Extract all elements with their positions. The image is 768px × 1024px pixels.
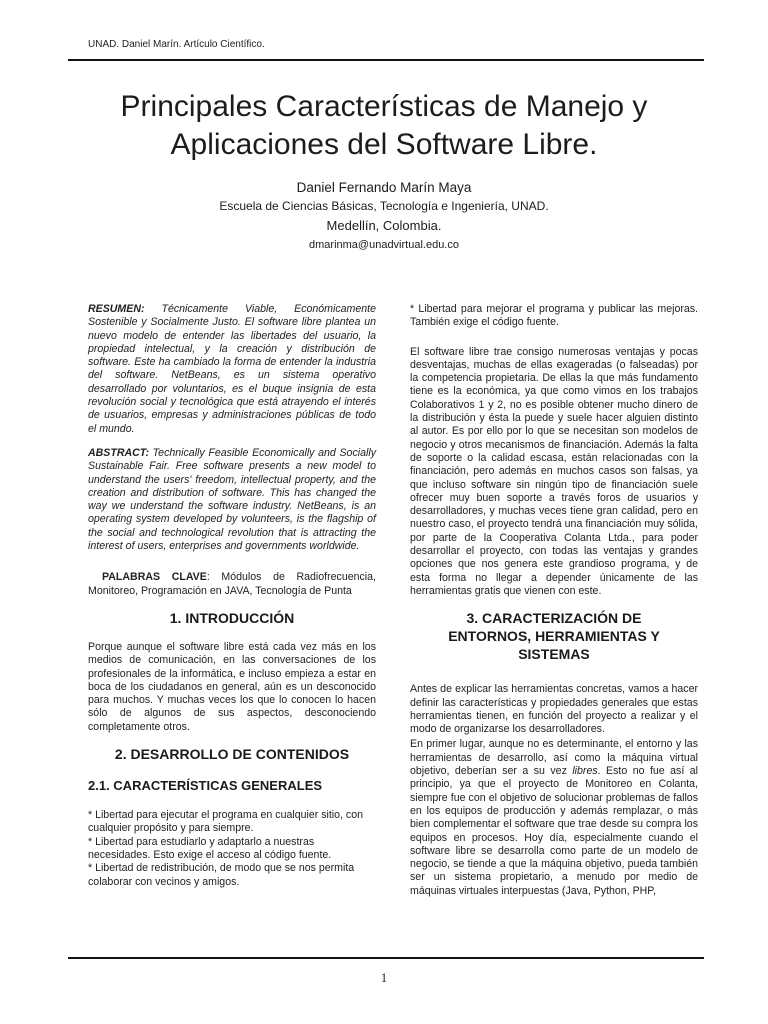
right-column bbox=[410, 303, 698, 909]
paper-title bbox=[60, 88, 708, 164]
section-3-heading bbox=[410, 609, 698, 663]
advantages-paragraph: El software libre trae consigo numerosas ventajas y pocas desventajas, muchas de ellas exageradas (o falseadas) por la competencia propietaria. De ellas la que más fundamento tiene es la económica, ya que como vimos en los trabajos Colaborativos 1 y 2, no es posible obtener mucho dinero de la distribución y ésta la puede y suele hacer alguien distinto al autor. Es por ello por lo que se necesitan son modelos de negocio y otros mecanismos de financiación. Además la falta de soporte o la calidad escasa, están relacionadas con la financiación, pero además en muchos casos son falsas, ya que incluso software sin ningún tipo de financiación suele ofrecer muy buen soporte a través foros de usuarios y desarrolladores, y muchas veces tiene gran calidad, pero en nuestro caso, el proyecto tendrá una financiación muy sólida, por parte de la Cooperativa Colanta Ltda., para poder desarrollar el proyecto, con todas las ventajas y grandes opciones que nos genera este grandioso programa, y de esta forma no llegar a depender únicamente de las herramientas gratis que vienen con este. bbox=[410, 345, 698, 597]
section-2-heading: 2. DESARROLLO DE CONTENIDOS bbox=[114, 746, 350, 763]
environment-paragraph bbox=[410, 738, 698, 898]
environment-text-a: En primer lugar, aunque no es determinante, el entorno y las herramientas de desarrollo, así como la máquina virtual objetivo, deberían ser a su vez bbox=[410, 738, 698, 778]
keywords-paragraph bbox=[88, 571, 376, 598]
section-3-heading-line-1: 3. CARACTERIZACIÓN DE bbox=[466, 610, 642, 627]
abstract-paragraph bbox=[88, 447, 376, 553]
section-1-paragraph: Porque aunque el software libre está cada vez más en los medios de comunicación, en las conversaciones de los profesionales de la informática, e incluso empieza a estar en boca de los ciudadanos en general, aún es un desconocido para muchos. Y muchas veces los que lo conocen lo hacen sólo de algunos de sus aspectos, desconociendo completamente otros. bbox=[88, 640, 376, 733]
bullet-item-1: * Libertad para ejecutar el programa en cualquier sitio, con cualquier propósito y para siempre. bbox=[88, 809, 364, 835]
footer-rule bbox=[68, 957, 704, 959]
bullet-item-3: * Libertad de redistribución, de modo que se nos permita colaborar con vecinos y amigos. bbox=[88, 862, 355, 888]
section-3-heading-line-3: SISTEMAS bbox=[518, 646, 590, 663]
section-3-heading-line-2: ENTORNOS, HERRAMIENTAS Y bbox=[448, 628, 660, 645]
keywords-text: : Módulos de Radiofrecuencia, Monitoreo, Programación en JAVA, Tecnología de Punta bbox=[88, 571, 376, 597]
left-column bbox=[88, 303, 376, 889]
title-line-2: Aplicaciones del Software Libre. bbox=[170, 128, 598, 161]
header-rule bbox=[68, 59, 704, 61]
author-city: Medellín, Colombia. bbox=[326, 218, 442, 233]
author-block bbox=[60, 178, 708, 254]
title-line-1: Principales Características de Manejo y bbox=[120, 90, 648, 123]
resumen-label: RESUMEN: bbox=[88, 303, 145, 315]
section-2-1-heading: 2.1. CARACTERÍSTICAS GENERALES bbox=[88, 778, 323, 794]
environment-text-libres: libres bbox=[572, 765, 598, 778]
bullet-item-2: * Libertad para estudiarlo y adaptarlo a nuestras necesidades. Esto exige el acceso al código fuente. bbox=[88, 835, 332, 861]
environment-text-b: . Esto no fue así al principio, ya que el proyecto de Monitoreo en Colanta, siempre fue con el objetivo de solucionar problemas de fallos en los equipos de producción y además remplazar, o más bien complementar el software que trae desde su compra los equipos en procesos. Hoy día, especialmente cuando el software libre se desarrolla como parte de un modelo de negocio, se tiende a que la máquina objetivo, pueda también ser un sistema propietario, a menudo por medio de máquinas virtuales interpuestas (Java, Python, PHP, bbox=[410, 765, 698, 897]
resumen-text: Técnicamente Viable, Económicamente Sostenible y Socialmente Justo. El software libre plantea un nuevo modelo de entender las libertades del usuario, la propiedad intelectual, y la creación y distribución de software. Este ha cambiado la forma de entender la industria del software. NetBeans, es un sistema operativo desarrollado por voluntarios, es el buque insignia de esta revolución social y tecnológica que está atrayendo el interés de usuarios, empresas y administraciones públicas de todo el mundo. bbox=[88, 303, 376, 435]
author-name: Daniel Fernando Marín Maya bbox=[296, 180, 472, 195]
section-1-heading: 1. INTRODUCCIÓN bbox=[169, 609, 295, 626]
author-affiliation: Escuela de Ciencias Básicas, Tecnología e Ingeniería, UNAD. bbox=[219, 199, 549, 213]
running-head: UNAD. Daniel Marín. Artículo Científico. bbox=[88, 39, 265, 50]
keywords-label: PALABRAS CLAVE bbox=[102, 571, 207, 584]
abstract-label: ABSTRACT: bbox=[88, 446, 150, 459]
author-email: dmarinma@unadvirtual.edu.co bbox=[309, 239, 459, 251]
tools-intro-paragraph: Antes de explicar las herramientas concretas, vamos a hacer definir las características y propiedades generales que estas herramientas tienen, en función del proyecto a realizar y el modo de organizarse los desarrolladores. bbox=[410, 683, 698, 736]
page-number: 1 bbox=[380, 970, 388, 985]
resumen-paragraph bbox=[88, 303, 376, 436]
bullet-item-4: * Libertad para mejorar el programa y publicar las mejoras. También exige el código fuente. bbox=[410, 303, 698, 329]
abstract-text: Technically Feasible Economically and Socially Sustainable Fair. Free software presents a new model to understand the users' freedom, intellectual property, and the creation and distribution of software. This has changed the way we understand the software industry. NetBeans, is an operating system developed by volunteers, is the flagship of the social and technological revolution that is attracting the interest of users, enterprises and governments worldwide. bbox=[88, 446, 376, 553]
